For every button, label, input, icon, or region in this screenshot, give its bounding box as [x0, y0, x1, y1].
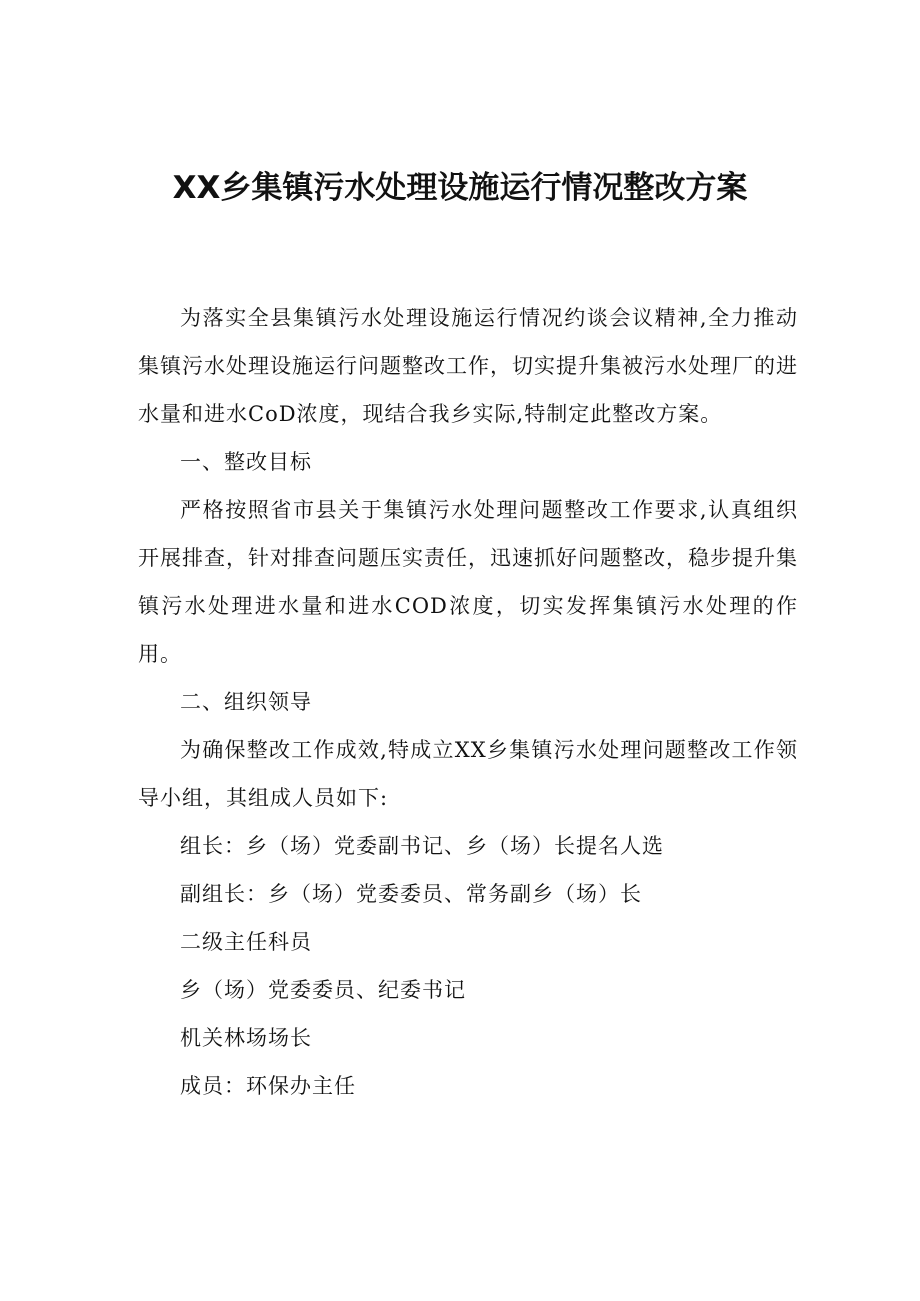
deputy-leader-line-4: 机关林场场长: [180, 1026, 312, 1050]
goals-paragraph: 严格按照省市县关于集镇污水处理问题整改工作要求,认真组织开展排查，针对排查问题压实责任，迅速抓好问题整改，稳步提升集镇污水处理进水量和进水COD浓度，切实发挥集镇污水处理的作用。: [138, 498, 798, 666]
document-body: [138, 294, 798, 1110]
leadership-paragraph: 为确保整改工作成效,特成立XX乡集镇污水处理问题整改工作领导小组，其组成人员如下:: [138, 738, 798, 810]
section-heading-leadership: 二、组织领导: [180, 690, 312, 714]
deputy-leader-line-2: 二级主任科员: [180, 930, 312, 954]
deputy-leader-line: 副组长：乡（场）党委委员、常务副乡（场）长: [180, 882, 642, 906]
document-title: XX乡集镇污水处理设施运行情况整改方案: [172, 170, 748, 206]
intro-paragraph: 为落实全县集镇污水处理设施运行情况约谈会议精神,全力推动集镇污水处理设施运行问题整改工作，切实提升集被污水处理厂的进水量和进水CoD浓度，现结合我乡实际,特制定此整改方案。: [138, 306, 798, 426]
section-heading-goals: 一、整改目标: [180, 450, 312, 474]
leader-line: 组长：乡（场）党委副书记、乡（场）长提名人选: [180, 834, 664, 858]
members-line: 成员：环保办主任: [180, 1074, 356, 1098]
deputy-leader-line-3: 乡（场）党委委员、纪委书记: [180, 978, 466, 1002]
